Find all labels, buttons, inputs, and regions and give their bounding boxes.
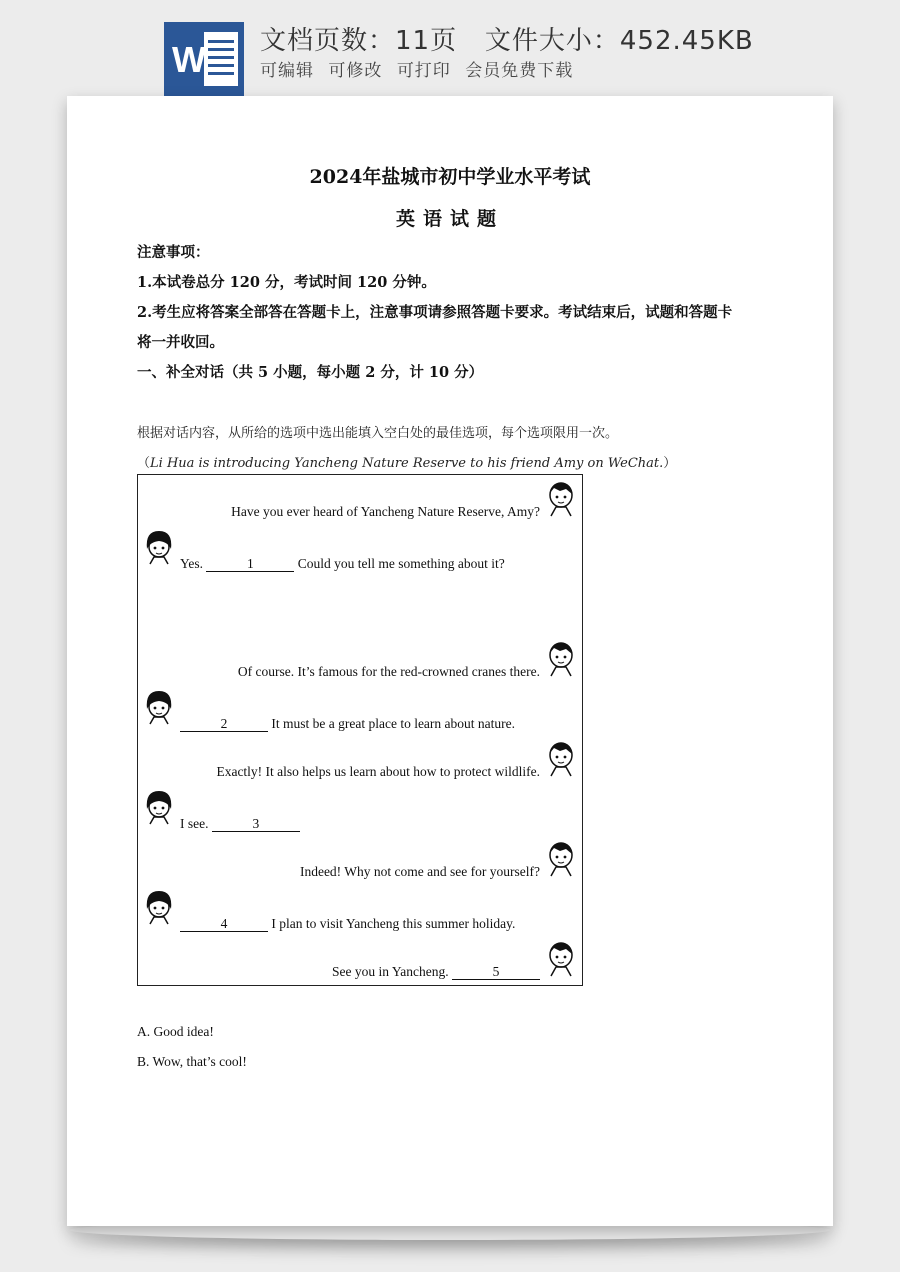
context-italic: Li Hua is introducing Yancheng Nature Reserve to his friend Amy on WeChat.	[150, 456, 664, 471]
instruction-text: 根据对话内容，从所给的选项中选出能填入空白处的最佳选项，每个选项限用一次。	[137, 426, 619, 441]
notice-item-2b: 将一并收回。	[137, 334, 224, 351]
blank-1: 1	[206, 557, 294, 572]
exam-title: 2024年盐城市初中学业水平考试	[309, 166, 591, 188]
exam-subtitle: 英语试题	[395, 208, 504, 230]
girl-avatar-icon	[144, 529, 174, 565]
line-2-text: Yes.	[180, 556, 204, 571]
girl-avatar-icon	[144, 789, 174, 825]
boy-avatar-icon	[546, 481, 576, 517]
boy-avatar-icon	[546, 841, 576, 877]
dialogue-line-3: Of course. It’s famous for the red-crowned cranes there.	[237, 664, 540, 679]
document-info: 文档页数：11页 文件大小：452.45KB	[260, 26, 754, 56]
dialogue-box	[137, 474, 583, 986]
girl-avatar-icon	[144, 889, 174, 925]
dialogue-line-1: Have you ever heard of Yancheng Nature Reserve, Amy?	[231, 504, 540, 519]
feature-free-download: 会员免费下载	[465, 61, 574, 81]
dialogue-line-4	[180, 716, 515, 732]
option-b: B. Wow, that’s cool!	[137, 1054, 247, 1069]
option-a: A. Good idea!	[137, 1024, 214, 1039]
dialogue-line-2	[180, 556, 505, 572]
blank-3: 3	[212, 817, 300, 832]
boy-avatar-icon	[546, 741, 576, 777]
feature-editable: 可编辑	[260, 61, 314, 81]
section-heading: 一、补全对话（共 5 小题，每小题 2 分，计 10 分）	[137, 364, 484, 381]
header-banner	[0, 0, 900, 100]
dialogue-line-8	[180, 916, 515, 932]
line-2-post-text: Could you tell me something about it?	[297, 556, 505, 571]
document-page	[67, 96, 833, 1226]
dialogue-line-7: Indeed! Why not come and see for yourself?	[299, 864, 540, 879]
word-document-icon	[164, 22, 244, 96]
blank-4: 4	[180, 917, 268, 932]
feature-modifiable: 可修改	[328, 61, 383, 81]
notice-item-1: 1.本试卷总分 120 分，考试时间 120 分钟。	[137, 274, 436, 291]
line-9-text: See you in Yancheng.	[332, 964, 449, 979]
svg-text:W: W	[172, 39, 206, 80]
line-6-text: I see.	[180, 816, 209, 831]
dialogue-line-5: Exactly! It also helps us learn about how to protect wildlife.	[216, 764, 540, 779]
girl-avatar-icon	[144, 689, 174, 725]
blank-5: 5	[452, 965, 540, 980]
feature-list	[260, 56, 581, 81]
line-4-text: It must be a great place to learn about nature.	[271, 716, 516, 731]
notice-item-2a: 2.考生应将答案全部答在答题卡上，注意事项请参照答题卡要求。考试结束后，试题和答题卡	[137, 304, 733, 321]
line-8-text: I plan to visit Yancheng this summer holiday.	[271, 916, 516, 931]
blank-2: 2	[180, 717, 268, 732]
dialogue-line-6	[180, 816, 300, 832]
dialogue-line-9	[332, 964, 540, 980]
boy-avatar-icon	[546, 941, 576, 977]
feature-printable: 可打印	[396, 61, 451, 81]
context-text: （Li Hua is introducing Yancheng Nature Reserve to his friend Amy on WeChat.）	[137, 456, 677, 471]
notice-heading: 注意事项：	[137, 244, 210, 261]
boy-avatar-icon	[546, 641, 576, 677]
